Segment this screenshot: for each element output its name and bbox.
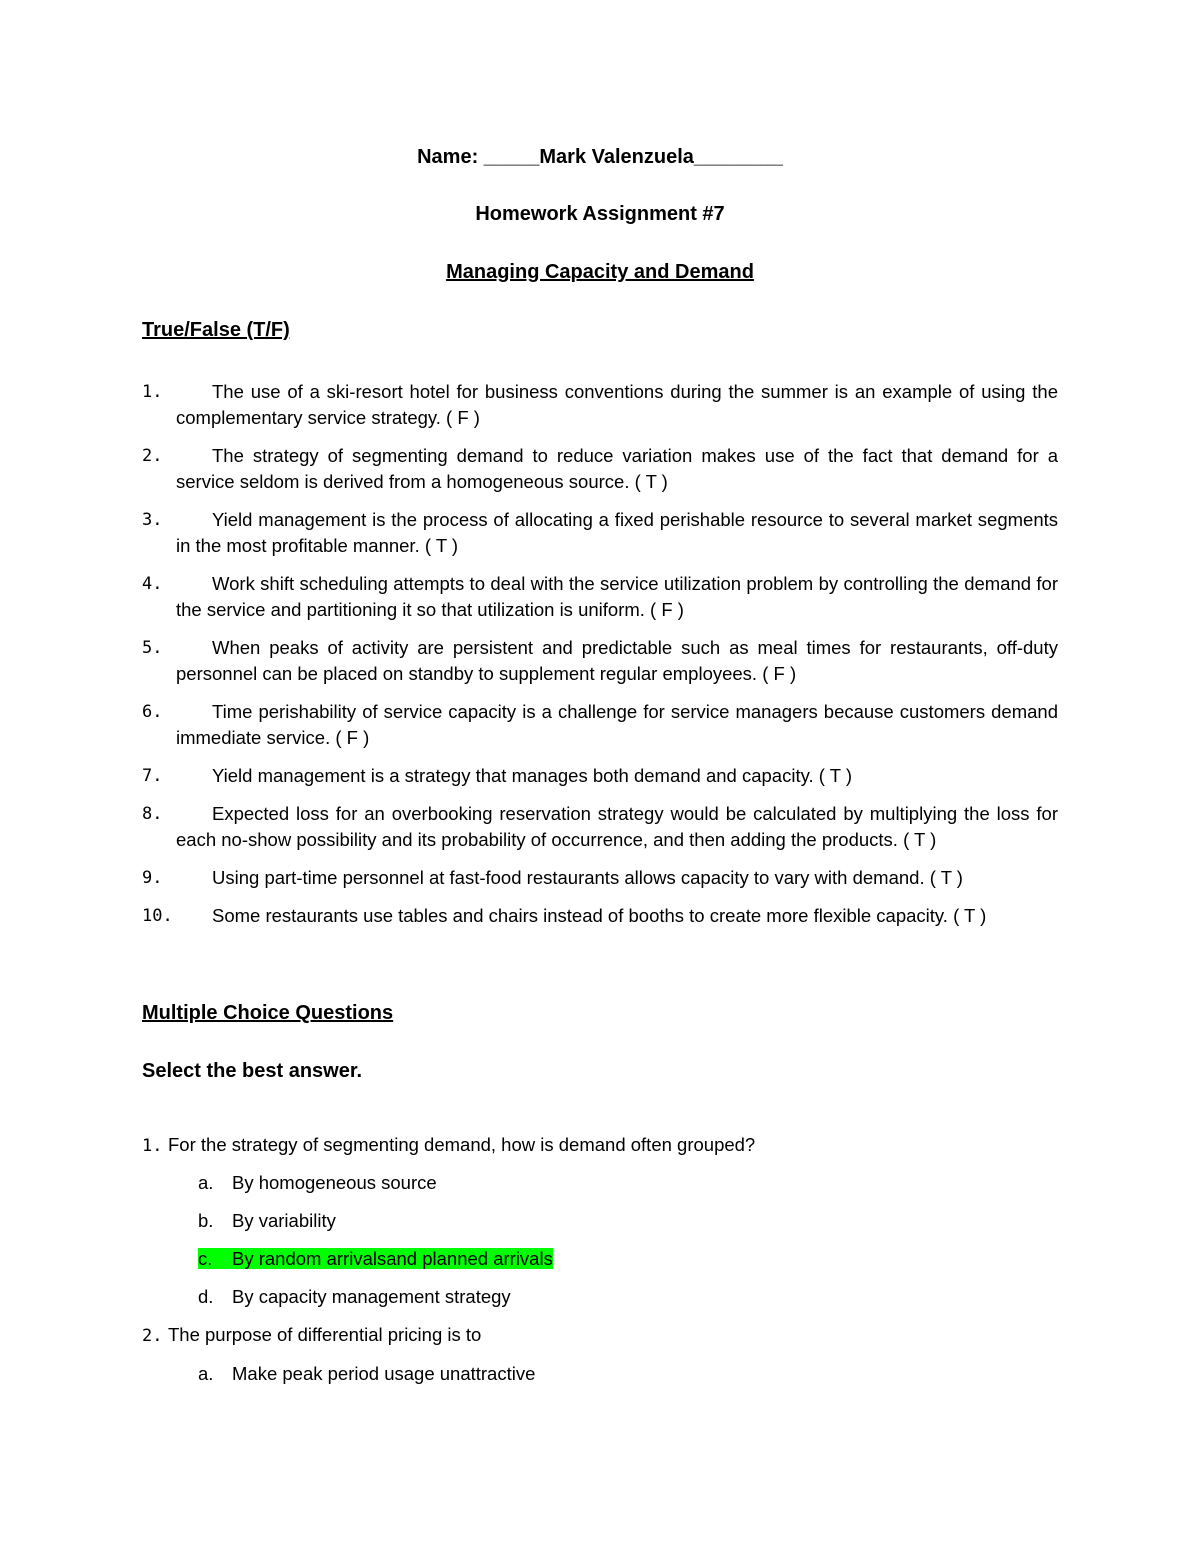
tf-item-text: Expected loss for an overbooking reservation strategy would be calculated by multiplying the loss for each no-show possibility and its probability of occurrence, and then adding the products. ( T ) (176, 803, 1058, 850)
tf-item-number: 1. (142, 382, 163, 402)
tf-item (142, 379, 1058, 431)
tf-item (142, 507, 1058, 559)
mc-option (198, 1209, 336, 1233)
tf-item (142, 443, 1058, 495)
mc-option-text: Make peak period usage unattractive (232, 1363, 536, 1384)
mc-option-letter: a. (198, 1363, 214, 1384)
tf-item-text: Time perishability of service capacity is a challenge for service managers because customers demand immediate service. ( F ) (176, 701, 1058, 748)
true-false-list (142, 379, 1058, 941)
mc-question-number: 2. (142, 1326, 163, 1346)
mc-option-letter: d. (198, 1286, 214, 1307)
mc-question-text: For the strategy of segmenting demand, how is demand often grouped? (168, 1134, 756, 1155)
tf-item-number: 9. (142, 868, 163, 888)
tf-item-number: 6. (142, 702, 163, 722)
mc-option-letter: b. (198, 1210, 214, 1231)
assignment-title: Homework Assignment #7 (475, 203, 725, 225)
tf-item-number: 10. (142, 906, 173, 926)
mc-option-text: By homogeneous source (232, 1172, 437, 1193)
tf-item-text: Work shift scheduling attempts to deal with the service utilization problem by controlling the demand for the service and partitioning it so that utilization is uniform. ( F ) (176, 573, 1058, 620)
tf-item-text: Using part-time personnel at fast-food restaurants allows capacity to vary with demand. ( T ) (212, 867, 963, 888)
mc-question-1 (142, 1133, 755, 1158)
mc-option (198, 1285, 511, 1309)
mc-option-letter: c. (198, 1248, 213, 1269)
tf-item-number: 7. (142, 766, 163, 786)
tf-item-number: 4. (142, 574, 163, 594)
tf-item-number: 5. (142, 638, 163, 658)
mc-option-selected (198, 1247, 553, 1271)
mc-option-letter: a. (198, 1172, 214, 1193)
tf-item-number: 8. (142, 804, 163, 824)
mc-option-text: By capacity management strategy (232, 1286, 511, 1307)
tf-item-text: Yield management is a strategy that manages both demand and capacity. ( T ) (212, 765, 852, 786)
tf-item (142, 635, 1058, 687)
tf-item (142, 571, 1058, 623)
tf-item (142, 801, 1058, 853)
mc-question-number: 1. (142, 1136, 163, 1156)
mc-question-text: The purpose of differential pricing is to (168, 1324, 482, 1345)
tf-item-text: The use of a ski-resort hotel for business conventions during the summer is an example of using the complementary service strategy. ( F ) (176, 381, 1058, 428)
tf-item-text: Some restaurants use tables and chairs instead of booths to create more flexible capacity. ( T ) (212, 905, 987, 926)
mc-question-2 (142, 1323, 481, 1348)
name-line: Name: _____Mark Valenzuela________ (417, 146, 783, 168)
tf-item-number: 2. (142, 446, 163, 466)
mc-option (198, 1171, 437, 1195)
tf-item (142, 763, 1058, 789)
mc-option-text: By variability (232, 1210, 336, 1231)
mc-option-text: By random arrivalsand planned arrivals (232, 1248, 553, 1269)
tf-item (142, 699, 1058, 751)
tf-item-text: When peaks of activity are persistent and predictable such as meal times for restaurants, off-duty personnel can be placed on standby to supplement regular employees. ( F ) (176, 637, 1058, 684)
true-false-heading: True/False (T/F) (142, 319, 290, 341)
answer-highlight (198, 1248, 553, 1269)
tf-item (142, 903, 1058, 929)
tf-item-text: The strategy of segmenting demand to reduce variation makes use of the fact that demand for a service seldom is derived from a homogeneous source. ( T ) (176, 445, 1058, 492)
tf-item-text: Yield management is the process of allocating a fixed perishable resource to several market segments in the most profitable manner. ( T ) (176, 509, 1058, 556)
mc-option (198, 1362, 535, 1386)
tf-item-number: 3. (142, 510, 163, 530)
topic-title: Managing Capacity and Demand (446, 261, 754, 283)
tf-item (142, 865, 1058, 891)
multiple-choice-heading: Multiple Choice Questions (142, 1002, 394, 1024)
multiple-choice-instruction: Select the best answer. (142, 1060, 363, 1082)
